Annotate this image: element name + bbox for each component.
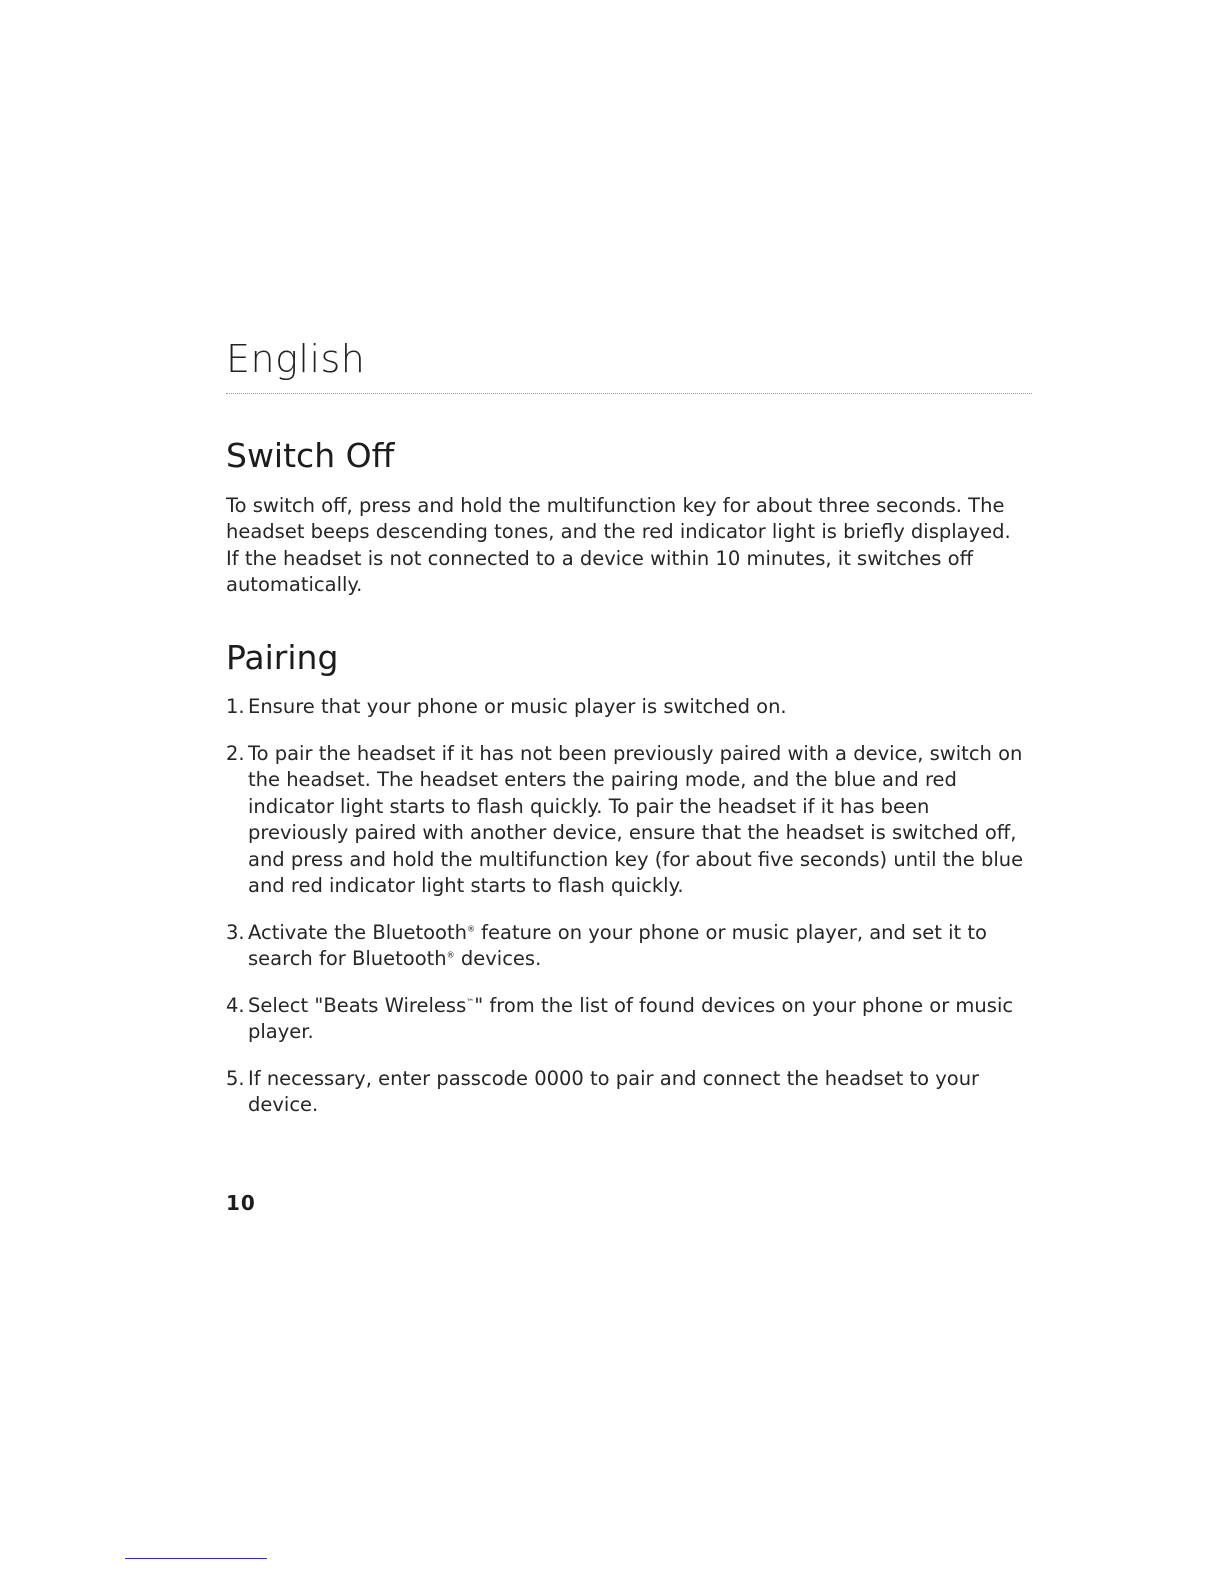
switch-off-heading: Switch Off bbox=[226, 436, 395, 475]
step-text: Select "Beats Wireless bbox=[248, 993, 467, 1017]
step-number: 2. bbox=[226, 741, 245, 765]
trademark-mark: ™ bbox=[466, 997, 475, 1006]
registered-mark: ® bbox=[446, 950, 455, 960]
pairing-step bbox=[226, 741, 1034, 900]
step-text: feature on your phone or music player, and set it to search for Bluetooth bbox=[248, 920, 987, 970]
step-number: 3. bbox=[226, 920, 245, 944]
step-text: Activate the Bluetooth bbox=[248, 920, 467, 944]
title-divider bbox=[226, 393, 1032, 394]
step-text: devices. bbox=[454, 947, 542, 970]
step-number: 4. bbox=[226, 993, 245, 1017]
pairing-heading: Pairing bbox=[226, 638, 339, 677]
footer-underline bbox=[125, 1558, 267, 1559]
pairing-step bbox=[226, 993, 1034, 1046]
language-title: English bbox=[226, 337, 366, 381]
pairing-step bbox=[226, 1066, 1034, 1119]
registered-mark: ® bbox=[466, 924, 475, 933]
pairing-step bbox=[226, 694, 1034, 721]
step-number: 1. bbox=[226, 695, 245, 718]
step-text: If necessary, enter passcode 0000 to pair and connect the headset to your device. bbox=[248, 1066, 980, 1116]
step-text: To pair the headset if it has not been previously paired with a device, switch on the headset. The headset enters the pairing mode, and the blue and red indicator light starts to flash quickly. To pair the headset if it has been previously paired with another device, ensure that the headset is switched off, and press and hold the multifunction key (for about five seconds) until the blue and red indicator light starts to flash quickly. bbox=[248, 741, 1024, 897]
step-text: Ensure that your phone or music player is switched on. bbox=[248, 695, 787, 718]
pairing-steps-list bbox=[226, 694, 1034, 1139]
switch-off-paragraph: To switch off, press and hold the multifunction key for about three seconds. The headset beeps descending tones, and the red indicator light is briefly displayed. If the headset is not connected to a device within 10 minutes, it switches off automatically. bbox=[226, 494, 1011, 597]
page-number: 10 bbox=[226, 1191, 256, 1215]
step-text: " from the list of found devices on your phone or music player. bbox=[248, 993, 1014, 1043]
pairing-step bbox=[226, 920, 1034, 973]
step-number: 5. bbox=[226, 1066, 245, 1090]
